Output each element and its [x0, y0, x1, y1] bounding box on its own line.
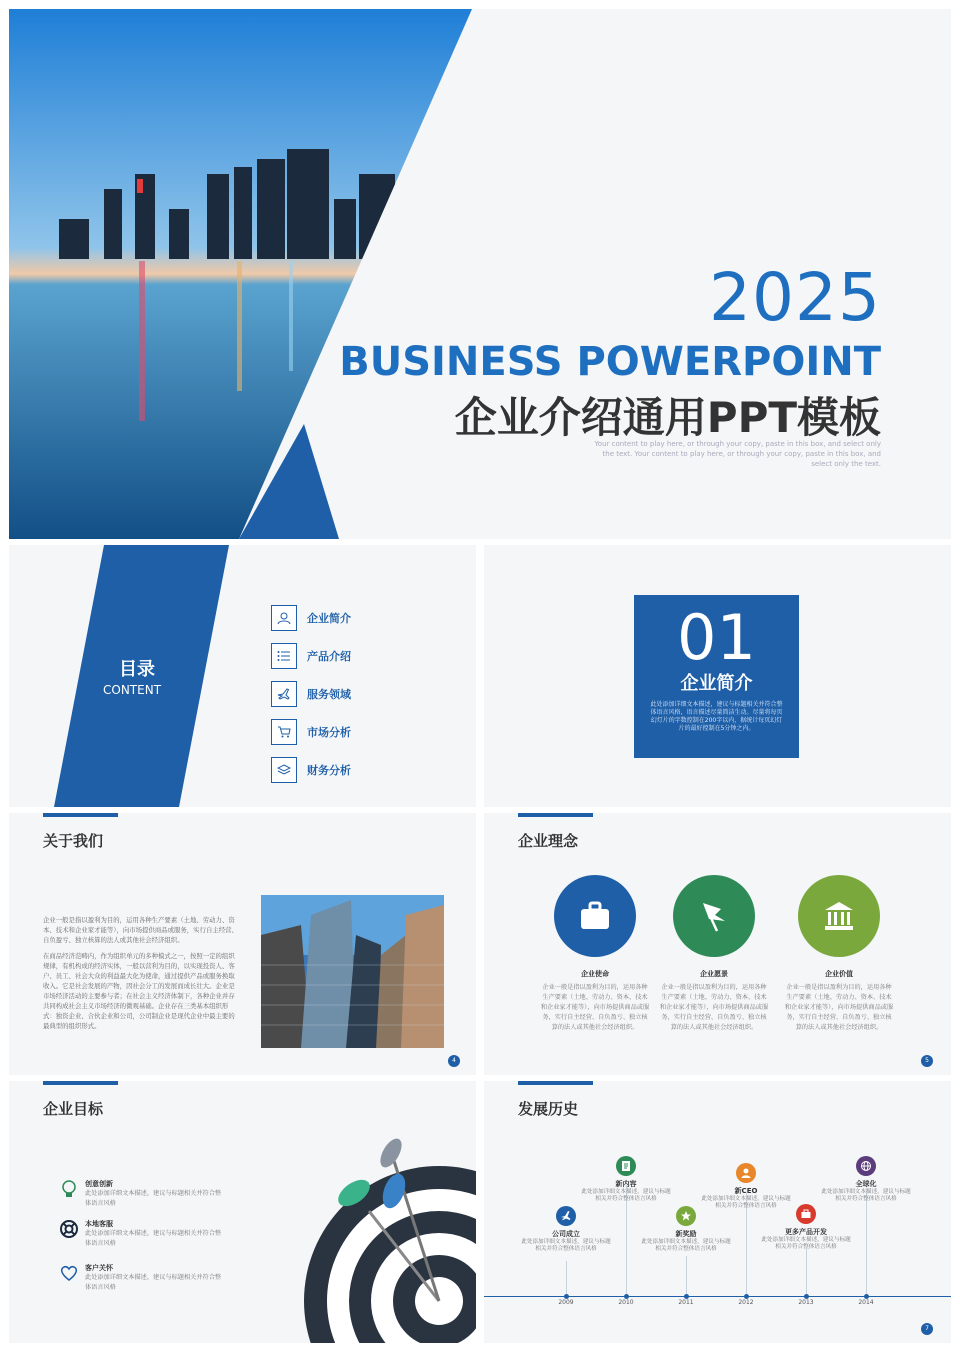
toc-item-market[interactable]: [271, 713, 351, 751]
timeline-event: [821, 1156, 911, 1203]
toc-subtitle: CONTENT: [103, 683, 162, 697]
slide-title: 企业理念: [518, 832, 579, 850]
event-text: 此处添加详细文本描述，建议与标题相关并符合整体语言风格: [821, 1189, 911, 1202]
header-bar: [518, 1081, 593, 1085]
event-title: 新奖励: [675, 1230, 697, 1238]
timeline-event: [581, 1156, 671, 1203]
toc-label: 财务分析: [307, 764, 351, 777]
event-title: 公司成立: [552, 1230, 580, 1238]
slide-title: 发展历史: [518, 1100, 579, 1118]
toc-label: 产品介绍: [307, 650, 351, 663]
user-icon: [271, 605, 297, 631]
cover-title-cn: 企业介绍通用PPT模板: [454, 393, 881, 442]
timeline-connector: [806, 1249, 807, 1296]
toolbox-icon: [796, 1204, 816, 1224]
cart-icon: [271, 719, 297, 745]
timeline-connector: [566, 1261, 567, 1296]
toc-blue-band: [9, 545, 476, 807]
toc-slide: [9, 545, 476, 807]
value-title: 企业价值: [825, 970, 853, 978]
flag-icon: [673, 875, 755, 957]
section-text: 此处添加详细文本描述，建议与标题相关并符合整体语言风格，语言描述尽量简洁生动。尽量将每页幻灯片的字数控制在200字以内，据统计每页幻灯片的最好控制在5分钟之内。: [650, 701, 783, 732]
toc-item-company[interactable]: [271, 599, 351, 637]
section-slide: [484, 545, 951, 807]
toc-label: 服务领域: [307, 688, 351, 701]
about-slide: [9, 813, 476, 1075]
value-title: 企业使命: [581, 970, 609, 978]
slide-title: 企业目标: [43, 1100, 104, 1118]
bulb-icon: [59, 1179, 79, 1199]
goal-title: 本地客服: [85, 1220, 113, 1228]
dartboard-illustration: [299, 1131, 476, 1343]
goal-text: 此处添加详细文本描述，建议与标题相关并符合整体语言风格: [85, 1274, 222, 1291]
goal-title: 创意创新: [85, 1180, 113, 1188]
section-number: 01: [677, 601, 756, 674]
timeline-year: 2014: [858, 1299, 874, 1306]
plane-icon: [556, 1206, 576, 1226]
value-text: 企业一般是指以盈利为目的，运用各种生产要素（土地、劳动力、资本、技术和企业家才能等），向市场提供商品或服务，实行自主经营、自负盈亏、独立核算的法人或其他社会经济组织。: [540, 984, 650, 1031]
section-box: [634, 595, 799, 758]
document-icon: [616, 1156, 636, 1176]
event-title: 更多产品开发: [785, 1228, 827, 1236]
toc-label: 市场分析: [307, 726, 351, 739]
toc-title: 目录: [119, 659, 155, 680]
timeline-event: [521, 1206, 611, 1253]
event-text: 此处添加详细文本描述，建议与标题相关并符合整体语言风格: [761, 1237, 851, 1250]
toc-item-products[interactable]: [271, 637, 351, 675]
building-photo: [261, 895, 444, 1048]
timeline-axis: [484, 1296, 951, 1297]
timeline-event: [701, 1163, 791, 1210]
plane-icon: [271, 681, 297, 707]
timeline-connector: [686, 1256, 687, 1296]
event-text: 此处添加详细文本描述，建议与标题相关并符合整体语言风格: [581, 1189, 671, 1202]
about-paragraph: 在商品经济范畴内，作为组织单元的多种模式之一，按照一定的组织规律，有机构成的经济实体，一般以营利为目的，以实现投资人、客户、员工、社会大众的利益最大化为使命，通过提供产品或服务换取收入。它是社会发展的产物，因社会分工的发展而成长壮大。企业是市场经济活动的主要参与者；在社会主义经济体制下，各种企业并存共同构成社会主义市场经济的微观基础。企业存在三类基本组织形式：独资企业、合伙企业和公司，公司制企业是现代企业中最主要的最典型的组织形式。: [43, 952, 235, 1030]
bank-icon: [798, 875, 880, 957]
page-number: 7: [921, 1323, 933, 1335]
value-mission: [540, 875, 650, 1033]
event-text: 此处添加详细文本描述，建议与标题相关并符合整体语言风格: [701, 1196, 791, 1209]
slide-title: 关于我们: [43, 832, 104, 850]
toc-list: [271, 599, 351, 789]
star-icon: [676, 1206, 696, 1226]
about-text: [43, 915, 239, 1037]
event-title: 新CEO: [734, 1187, 758, 1195]
timeline-year: 2009: [558, 1299, 574, 1306]
about-paragraph: 企业一般是指以盈利为目的，运用各种生产要素（土地、劳动力、资本、技术和企业家才能等），向市场提供商品或服务，实行自主经营、自负盈亏、独立核算的法人或其他社会经济组织。: [43, 916, 238, 944]
header-bar: [518, 813, 593, 817]
value-text: 企业一般是指以盈利为目的，运用各种生产要素（土地、劳动力、资本、技术和企业家才能等），向市场提供商品或服务，实行自主经营、自负盈亏、独立核算的法人或其他社会经济组织。: [659, 984, 769, 1031]
timeline-year: 2012: [738, 1299, 754, 1306]
event-text: 此处添加详细文本描述，建议与标题相关并符合整体语言风格: [641, 1239, 731, 1252]
timeline-connector: [866, 1188, 867, 1296]
cover-slide: [9, 9, 951, 539]
globe-icon: [856, 1156, 876, 1176]
page-number: 4: [448, 1055, 460, 1067]
event-text: 此处添加详细文本描述，建议与标题相关并符合整体语言风格: [521, 1239, 611, 1252]
goal-text: 此处添加详细文本描述，建议与标题相关并符合整体语言风格: [85, 1190, 222, 1207]
value-value: [784, 875, 894, 1033]
goal-item: [59, 1179, 225, 1209]
goal-text: 此处添加详细文本描述，建议与标题相关并符合整体语言风格: [85, 1230, 222, 1247]
value-title: 企业愿景: [700, 970, 728, 978]
person-icon: [736, 1163, 756, 1183]
header-bar: [43, 1081, 118, 1085]
header-bar: [43, 813, 118, 817]
event-title: 新内容: [615, 1180, 637, 1188]
timeline-year: 2013: [798, 1299, 814, 1306]
event-title: 全球化: [855, 1180, 877, 1188]
timeline-year: 2010: [618, 1299, 634, 1306]
history-slide: [484, 1081, 951, 1343]
timeline-event: [761, 1204, 851, 1251]
goal-item: [59, 1263, 225, 1293]
lifebuoy-icon: [59, 1219, 79, 1239]
goals-slide: [9, 1081, 476, 1343]
cover-year: 2025: [709, 259, 881, 336]
toc-item-services[interactable]: [271, 675, 351, 713]
timeline-year: 2011: [678, 1299, 694, 1306]
layers-icon: [271, 757, 297, 783]
cover-description: Your content to play here, or through your copy, paste in this box, and select only the text. Your content to play here, or through your copy, paste in this box, and select only the text.: [594, 440, 881, 468]
goal-title: 客户关怀: [85, 1264, 113, 1272]
cover-title-en: BUSINESS POWERPOINT: [339, 339, 881, 385]
list-icon: [271, 643, 297, 669]
philosophy-slide: [484, 813, 951, 1075]
heart-icon: [59, 1263, 79, 1283]
section-title: 企业简介: [680, 673, 753, 694]
value-vision: [659, 875, 769, 1033]
goal-item: [59, 1219, 225, 1249]
page-number: 5: [921, 1055, 933, 1067]
briefcase-icon: [554, 875, 636, 957]
timeline-event: [641, 1206, 731, 1253]
value-text: 企业一般是指以盈利为目的，运用各种生产要素（土地、劳动力、资本、技术和企业家才能等），向市场提供商品或服务，实行自主经营、自负盈亏、独立核算的法人或其他社会经济组织。: [784, 984, 894, 1031]
toc-label: 企业简介: [307, 612, 351, 625]
toc-item-finance[interactable]: [271, 751, 351, 789]
